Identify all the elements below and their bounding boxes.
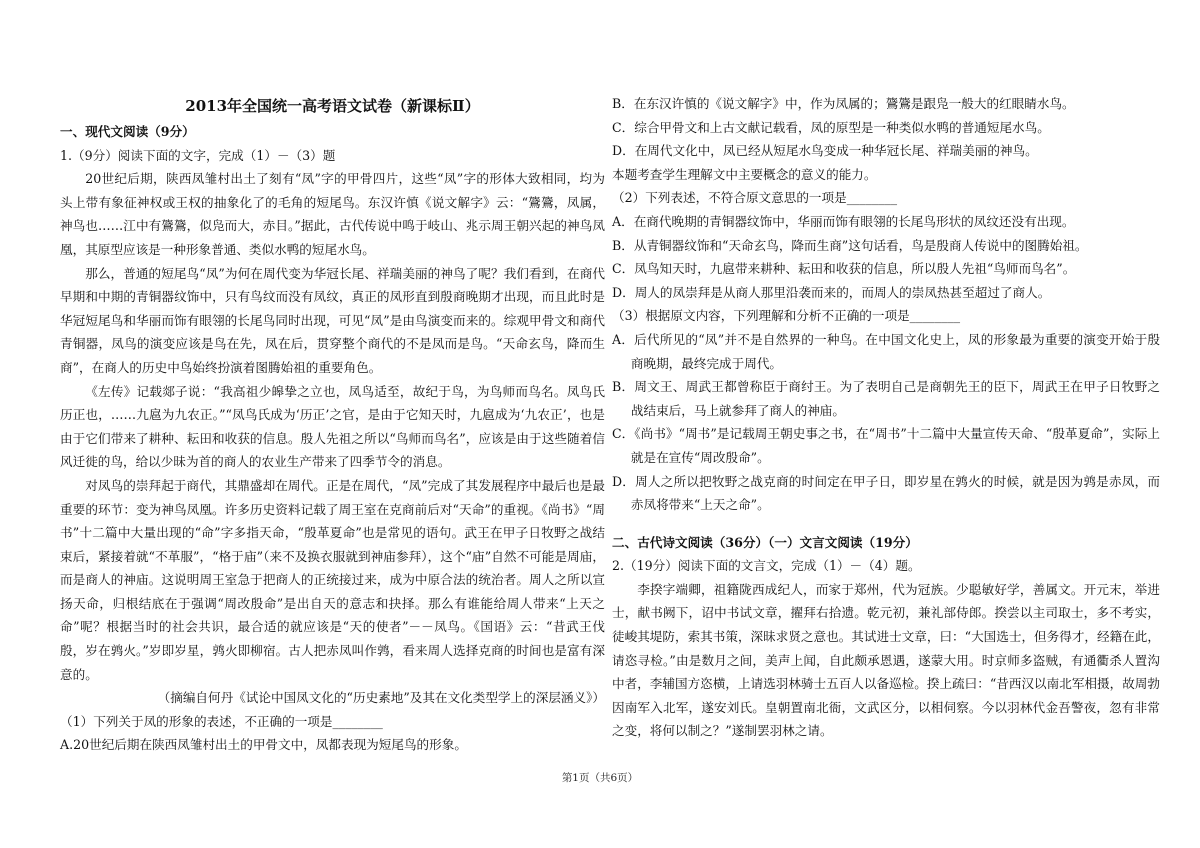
passage-paragraph: 对凤鸟的崇拜起于商代，其鼎盛却在周代。正是在周代，“凤”完成了其发展程序中最后也是最重要的环节：变为神鸟凤凰。许多历史资料记载了周王室在克商前后对“天命”的重视。《尚书》“周书”十二篇中大量出现的“命”字多指天命，“殷革夏命”也是常见的语句。武王在甲子日牧野之战结束后，紧接着就“不革服”，“格于庙”（来不及换衣服就到神庙参拜），这个“庙”自然不可能是周庙，而是商人的神庙。这说明周王室急于把商人的正统接过来，成为中原合法的统治者。周人之所以宣扬天命，归根结底在于强调“周改殷命”是出自天的意志和抉择。那么有谁能给周人带来“上天之命”呢？根据当时的社会共识，最合适的就应该是“天的使者”－－凤鸟。《国语》云：“昔武王伐殷，岁在鹑火。”岁即岁星，鹑火即柳宿。古人把赤凤叫作鹑，看来周人选择克商的时间也是富有深意的。 [60, 477, 605, 682]
question1-intro: 1.（9分）阅读下面的文字，完成（1）－（3）题 [60, 147, 336, 163]
option-1-2-a: A．在商代晚期的青铜器纹饰中，华丽而饰有眼翎的长尾鸟形状的凤纹还没有出现。 [612, 213, 1075, 229]
question1-3: （3）根据原文内容，下列理解和分析不正确的一项是________ [612, 308, 961, 324]
passage-source: （摘编自何丹《试论中国凤文化的“历史素地”及其在文化类型学上的深层涵义》） [157, 690, 605, 706]
question2-intro: 2.（19分）阅读下面的文言文，完成（1）－（4）题。 [612, 558, 921, 574]
option-1-1-b: B．在东汉许慎的《说文解字》中，作为凤属的；鷟鷟是跟凫一般大的红眼睛水鸟。 [612, 96, 1075, 111]
question1-2: （2）下列表述，不符合原文意思的一项是________ [612, 190, 898, 206]
passage-paragraph: 20世纪后期，陕西凤雏村出土了刻有“凤”字的甲骨四片，这些“凤”字的形体大致相同，均为头上带有象征神权或王权的抽象化了的毛角的短尾鸟。东汉许慎《说文解字》云：“鷟鷟，凤属，神鸟也……江中有鷟鷟，似凫而大，赤目。”据此，古代传说中鸣于岐山、兆示周王朝兴起的神鸟凤凰，其原型应该是一种形象普通、类似水鸭的短尾水鸟。 [60, 171, 605, 257]
passage-paragraph: 《左传》记载郯子说：“我高祖少皞挚之立也，凤鸟适至，故纪于鸟，为鸟师而鸟名。凤鸟氏历正也，……九扈为九农正。”“凤鸟氏成为‘历正’之官，是由于它知天时，九扈成为‘九农正’，也是由于它们带来了耕种、耘田和收获的信息。殷人先祖之所以“鸟师而鸟名”，应该是由于这些随着信风迁徙的鸟，给以少昧为首的商人的农业生产带来了四季节令的消息。 [60, 383, 605, 470]
page-footer: 第1页（共6页） [561, 772, 639, 784]
option-1-2-b: B．从青铜器纹饰和“天命玄鸟，降而生商”这句话看，鸟是殷商人传说中的图腾始祖。 [612, 237, 1088, 253]
right-column [612, 92, 1160, 743]
section2-heading: 二、古代诗文阅读（36分）（一）文言文阅读（19分） [612, 534, 918, 550]
page-title: 2013年全国统一高考语文试卷（新课标Ⅱ） [185, 97, 480, 115]
option-1-1-d: D．在周代文化中，凤已经从短尾水鸟变成一种华冠长尾、祥瑞美丽的神鸟。 [612, 143, 1038, 159]
question1-1: （1）下列关于凤的形象的表述，不正确的一项是________ [60, 713, 383, 729]
option-1-3-b: B．周文王、周武王都曾称臣于商纣王。为了表明自己是商朝先王的臣下，周武王在甲子日牧野之战结束后，马上就参拜了商人的神庙。 [612, 379, 1160, 418]
option-1-1-c: C．综合甲骨文和上古文献记载看，凤的原型是一种类似水鸭的普通短尾水鸟。 [612, 119, 1050, 135]
option-1-3-d: D．周人之所以把牧野之战克商的时间定在甲子日，即岁星在鹑火的时候，就是因为鹑是赤凤，而赤凤将带来“上天之命”。 [612, 473, 1160, 513]
option-1-3-a: A．后代所见的“凤”并不是自然界的一种鸟。在中国文化史上，凤的形象最为重要的演变开始于殷商晚期，最终完成于周代。 [612, 331, 1160, 371]
option-1-2-c: C．凤鸟知天时，九扈带来耕种、耘田和收获的信息，所以殷人先祖“鸟师而鸟名”。 [612, 261, 1076, 277]
option-1-1-a: A.20世纪后期在陕西凤雏村出土的甲骨文中，凤都表现为短尾鸟的形象。 [60, 737, 467, 753]
option-1-3-c: C．《尚书》“周书”是记载周王朝史事之书，在“周书”十二篇中大量宣传天命、“殷革夏命”，实际上就是在宣传“周改殷命”。 [612, 426, 1160, 465]
question1-1-note: 本题考查学生理解文中主要概念的意义的能力。 [612, 166, 877, 182]
passage-paragraph: 那么，普通的短尾鸟“凤”为何在周代变为华冠长尾、祥瑞美丽的神鸟了呢？我们看到，在商代早期和中期的青铜器纹饰中，只有鸟纹而没有凤纹，真正的凤形直到殷商晚期才出现，而且此时是华冠短尾鸟和华丽而饰有眼翎的长尾鸟同时出现，可见“凤”是由鸟演变而来的。综观甲骨文和商代青铜器，凤鸟的演变应该是鸟在先，凤在后，贯穿整个商代的不是凤而是鸟。“天命玄鸟，降而生商”，在商人的历史中鸟始终扮演着图腾始祖的重要角色。 [60, 265, 605, 375]
left-column [60, 92, 605, 757]
option-1-2-d: D．周人的凤崇拜是从商人那里沿袭而来的，而周人的崇凤热甚至超过了商人。 [612, 284, 1051, 300]
section1-heading: 一、现代文阅读（9分） [60, 124, 195, 139]
classical-passage: 李揆字端卿，祖籍陇西成纪人，而家于郑州，代为冠族。少聪敏好学，善属文。开元末，举进士，献书阙下，诏中书试文章，擢拜右拾遗。乾元初，兼礼部侍郎。揆尝以主司取士，多不考实，徒峻其堤防，索其书策，深昧求贤之意也。其试进士文章，曰：“大国选士，但务得才，经籍在此，请恣寻检。”由是数月之间，美声上闻，自此颇承恩遇，遂蒙大用。时京师多盗贼，有通衢杀人置沟中者，李辅国方恣横，上请选羽林骑士五百人以备巡检。揆上疏曰：“昔西汉以南北军相摄，故周勃因南军入北军，遂安刘氏。皇朝置南北衙，文武区分，以相伺察。今以羽林代金吾警夜，忽有非常之变，将何以制之？”遂制罢羽林之请。 [612, 581, 1160, 739]
